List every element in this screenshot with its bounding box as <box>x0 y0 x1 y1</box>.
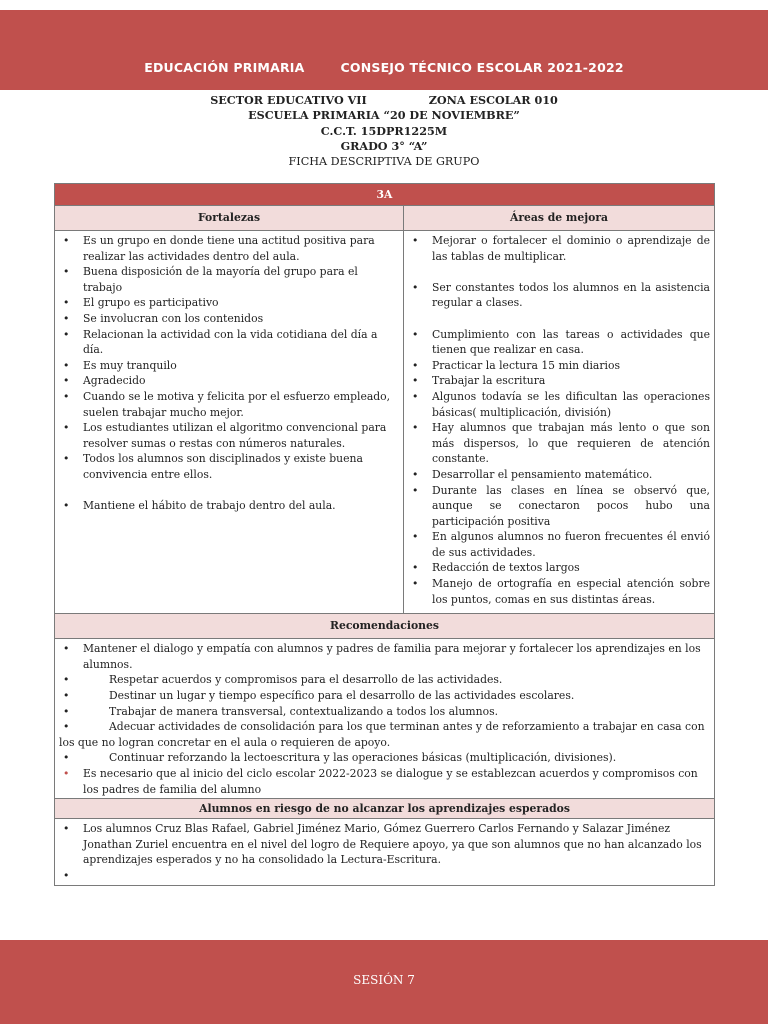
list-item: • Respetar acuerdos y compromisos para el desarrollo de las actividades. <box>59 672 710 688</box>
list-item: • Algunos todavía se les dificultan las operaciones básicas( multiplicación, división) <box>408 389 710 420</box>
list-item: • Continuar reforzando la lectoescritura y las operaciones básicas (multiplicación, divisiones). <box>59 750 710 766</box>
list-item: • Trabajar la escritura <box>408 373 710 389</box>
risk-list <box>55 819 714 884</box>
group-description-table <box>54 183 715 886</box>
session-label: SESIÓN 7 <box>353 973 415 987</box>
list-item: • Cuando se le motiva y felicita por el esfuerzo empleado, suelen trabajar mucho mejor. <box>59 389 399 420</box>
list-item: • Desarrollar el pensamiento matemático. <box>408 467 710 483</box>
list-item: • Hay alumnos que trabajan más lento o que son más dispersos, lo que requieren de atención constante. <box>408 420 710 467</box>
list-item: • Agradecido <box>59 373 399 389</box>
sector-label: SECTOR EDUCATIVO VII <box>210 93 367 107</box>
list-item: • Redacción de textos largos <box>408 560 710 576</box>
strengths-cell <box>55 231 404 614</box>
list-item: • Durante las clases en línea se observó que, aunque se conectaron pocos hubo una participación positiva <box>408 483 710 530</box>
recommendations-header: Recomendaciones <box>55 614 715 639</box>
list-item: • Es muy tranquilo <box>59 358 399 374</box>
school-cct: C.C.T. 15DPR1225M <box>320 123 448 138</box>
list-item: • Es necesario que al inicio del ciclo escolar 2022-2023 se dialogue y se establezcan acuerdos y compromisos con los padres de familia del alumno <box>59 766 710 797</box>
top-banner <box>0 10 768 90</box>
list-item: • Todos los alumnos son disciplinados y existe buena convivencia entre ellos. <box>59 451 399 482</box>
grade-label: GRADO 3° “A” <box>340 138 428 153</box>
list-item: • Manejo de ortografía en especial atención sobre los puntos, comas en sus distintas áreas. <box>408 576 710 607</box>
list-item: • Es un grupo en donde tiene una actitud positiva para realizar las actividades dentro del aula. <box>59 233 399 264</box>
school-name: ESCUELA PRIMARIA “20 DE NOVIEMBRE” <box>248 108 520 123</box>
improvements-list <box>404 231 714 613</box>
document-subtitle: FICHA DESCRIPTIVA DE GRUPO <box>288 155 480 169</box>
list-item: • Buena disposición de la mayoría del grupo para el trabajo <box>59 264 399 295</box>
list-item: • Los alumnos Cruz Blas Rafael, Gabriel Jiménez Mario, Gómez Guerrero Carlos Fernando y Salazar Jiménez Jonathan Zuriel encuentra en el nivel del logro de Requiere apoyo, ya que son alumnos que no han alcanzado los aprendizajes esperados y no ha consolidado la Lectura-Escritura. <box>59 821 710 868</box>
list-item: • Ser constantes todos los alumnos en la asistencia regular a clases. <box>408 280 710 311</box>
risk-header: Alumnos en riesgo de no alcanzar los aprendizajes esperados <box>55 799 715 819</box>
recommendations-list <box>55 639 714 798</box>
list-item: • El grupo es participativo <box>59 295 399 311</box>
strengths-list <box>55 231 403 520</box>
list-item: • Practicar la lectura 15 min diarios <box>408 358 710 374</box>
banner-right-title: CONSEJO TÉCNICO ESCOLAR 2021-2022 <box>340 60 624 75</box>
list-item: • En algunos alumnos no fueron frecuentes él envió de sus actividades. <box>408 529 710 560</box>
recommendations-cell <box>55 639 715 799</box>
list-item: • Adecuar actividades de consolidación para los que terminan antes y de reforzamiento a trabajar en casa con los que no logran concretar en el aula o requieren de apoyo. <box>59 719 710 750</box>
improvements-cell <box>404 231 715 614</box>
list-item: • Relacionan la actividad con la vida cotidiana del día a día. <box>59 327 399 358</box>
banner-left-title: EDUCACIÓN PRIMARIA <box>144 60 305 75</box>
list-item: • Trabajar de manera transversal, contextualizando a todos los alumnos. <box>59 704 710 720</box>
improvements-header: Áreas de mejora <box>404 206 715 231</box>
document-header <box>0 93 768 169</box>
list-item: • Destinar un lugar y tiempo específico para el desarrollo de las actividades escolares. <box>59 688 710 704</box>
list-item: • Se involucran con los contenidos <box>59 311 399 327</box>
risk-cell <box>55 819 715 885</box>
list-item: • Mejorar o fortalecer el dominio o aprendizaje de las tablas de multiplicar. <box>408 233 710 264</box>
list-item: • Cumplimiento con las tareas o actividades que tienen que realizar en casa. <box>408 327 710 358</box>
list-item: • Mantiene el hábito de trabajo dentro del aula. <box>59 498 399 514</box>
group-header: 3A <box>55 184 715 206</box>
list-item <box>59 868 710 884</box>
banner-title <box>0 60 768 75</box>
list-item: • Los estudiantes utilizan el algoritmo convencional para resolver sumas o restas con números naturales. <box>59 420 399 451</box>
sector-zona-line <box>0 93 768 108</box>
list-item: • Mantener el dialogo y empatía con alumnos y padres de familia para mejorar y fortalecer los aprendizajes en los alumnos. <box>59 641 710 672</box>
bottom-banner <box>0 940 768 1024</box>
strengths-header: Fortalezas <box>55 206 404 231</box>
zona-label: ZONA ESCOLAR 010 <box>428 93 558 107</box>
